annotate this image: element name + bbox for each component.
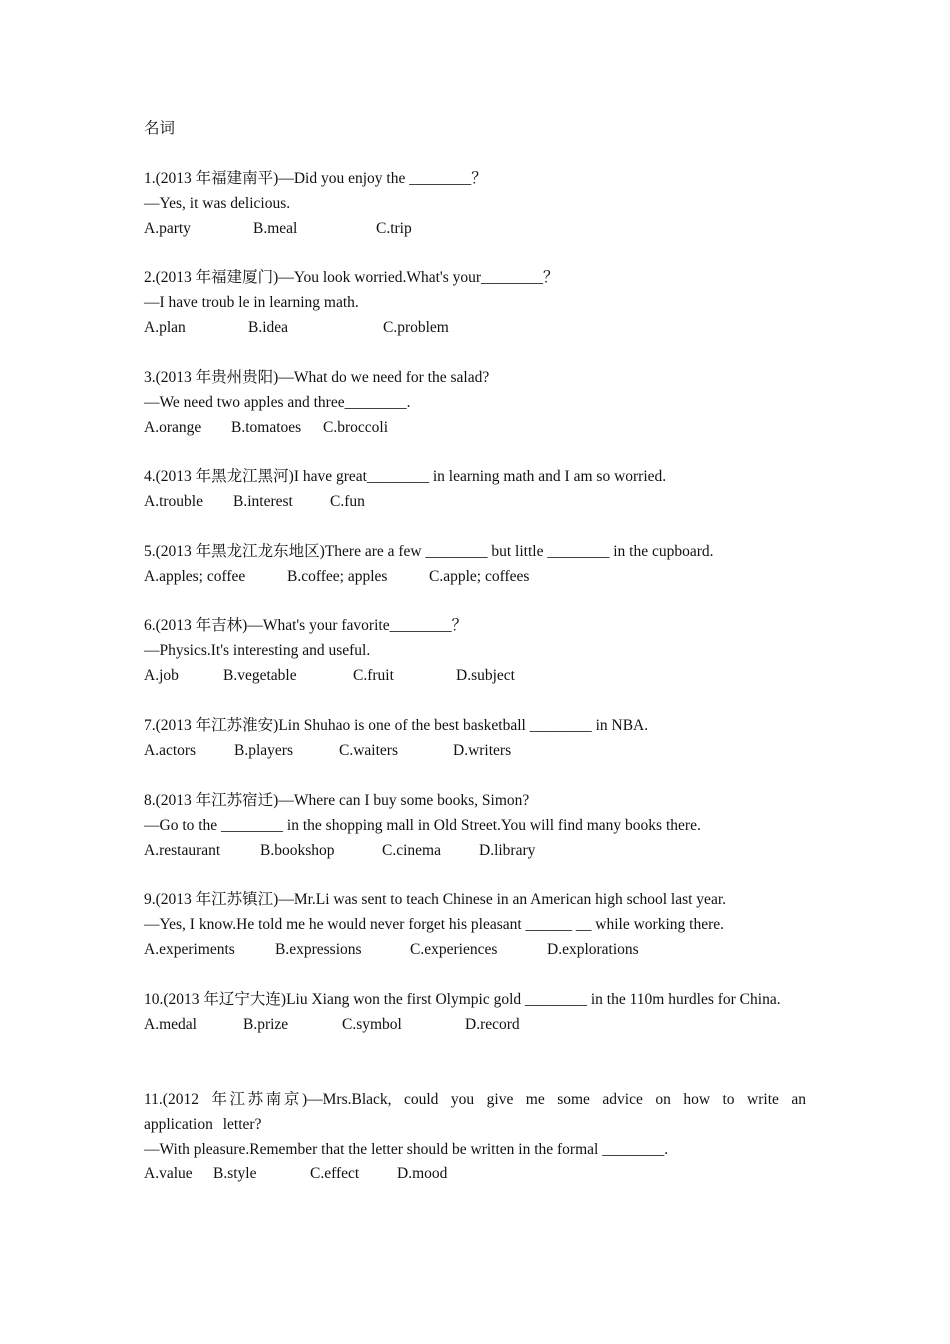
option-b: B.coffee; apples <box>287 567 388 585</box>
option-a: A.experiments <box>144 940 235 958</box>
option-b: B.vegetable <box>223 666 297 684</box>
option-a: A.actors <box>144 741 197 759</box>
option-b: B.expressions <box>275 940 362 958</box>
options-row <box>144 1162 806 1187</box>
question-7 <box>144 714 806 764</box>
option-b: B.tomatoes <box>231 418 302 436</box>
options-row <box>144 416 806 441</box>
option-d: D.record <box>465 1015 520 1033</box>
options-row <box>144 316 806 341</box>
option-b: B.style <box>213 1165 257 1183</box>
option-a: A.value <box>144 1165 193 1183</box>
option-c: C.experiences <box>410 940 498 958</box>
option-c: C.effect <box>310 1165 360 1183</box>
question-stem: 7.(2013 年江苏淮安)Lin Shuhao is one of the best basketball ________ in NBA. <box>144 717 649 734</box>
option-a: A.apples; coffee <box>144 567 246 585</box>
option-a: A.orange <box>144 418 202 436</box>
question-line: —Yes, I know.He told me he would never forget his pleasant ______ __ while working there. <box>144 915 725 933</box>
question-stem: 6.(2013 年吉林)—What's your favorite________？ <box>144 617 468 634</box>
question-stem: 9.(2013 年江苏镇江)—Mr.Li was sent to teach Chinese in an American high school last year. <box>144 891 726 908</box>
options-row <box>144 217 806 242</box>
question-stem: 1.(2013 年福建南平)—Did you enjoy the ________？ <box>144 170 487 187</box>
option-b: B.bookshop <box>260 841 335 859</box>
options-row <box>144 664 806 689</box>
option-b: B.meal <box>253 219 298 237</box>
option-a: A.plan <box>144 318 186 336</box>
page-title: 名词 <box>144 120 176 137</box>
question-stem: 4.(2013 年黑龙江黑河)I have great________ in learning math and I am so worried. <box>144 468 667 485</box>
question-4 <box>144 465 806 515</box>
option-b: B.idea <box>248 318 289 336</box>
option-c: C.trip <box>376 219 412 237</box>
question-stem: 3.(2013 年贵州贵阳)—What do we need for the salad? <box>144 369 490 386</box>
question-line: —Physics.It's interesting and useful. <box>144 641 371 659</box>
option-b: B.players <box>234 741 293 759</box>
question-11 <box>144 1088 806 1187</box>
question-3 <box>144 366 806 440</box>
option-c: C.broccoli <box>323 418 388 436</box>
option-a: A.party <box>144 219 191 237</box>
option-d: D.library <box>479 841 536 859</box>
options-row <box>144 739 806 764</box>
option-c: C.cinema <box>382 841 441 859</box>
question-line: —We need two apples and three________. <box>144 393 411 411</box>
question-stem: 8.(2013 年江苏宿迁)—Where can I buy some books, Simon? <box>144 792 530 809</box>
options-row <box>144 565 806 590</box>
option-a: A.restaurant <box>144 841 221 859</box>
option-c: C.fruit <box>353 666 394 684</box>
option-d: D.mood <box>397 1165 448 1183</box>
question-9 <box>144 888 806 962</box>
question-line: —Yes, it was delicious. <box>144 194 291 212</box>
option-b: B.prize <box>243 1015 289 1033</box>
option-c: C.problem <box>383 318 449 336</box>
options-row <box>144 839 806 864</box>
question-5 <box>144 540 806 590</box>
question-stem: 11.(2012 年江苏南京)—Mrs.Black, could you give me some advice on how to write an application letter? <box>144 1091 806 1133</box>
question-line: —I have troub le in learning math. <box>144 293 359 311</box>
question-2 <box>144 266 806 340</box>
question-stem: 2.(2013 年福建厦门)—You look worried.What's your________？ <box>144 269 559 286</box>
option-a: A.trouble <box>144 492 203 510</box>
option-b: B.interest <box>233 492 293 510</box>
option-d: D.subject <box>456 666 515 684</box>
options-row <box>144 1013 806 1038</box>
question-line: —Go to the ________ in the shopping mall in Old Street.You will find many books there. <box>144 816 701 834</box>
option-a: A.medal <box>144 1015 197 1033</box>
option-d: D.writers <box>453 741 512 759</box>
option-d: D.explorations <box>547 940 639 958</box>
option-c: C.apple; coffees <box>429 567 530 585</box>
question-stem: 5.(2013 年黑龙江龙东地区)There are a few ________ but little ________ in the cupboard. <box>144 543 714 560</box>
options-row <box>144 938 806 963</box>
question-10 <box>144 988 806 1038</box>
question-8 <box>144 789 806 863</box>
question-stem: 10.(2013 年辽宁大连)Liu Xiang won the first Olympic gold ________ in the 110m hurdles for China. <box>144 991 781 1008</box>
question-6 <box>144 614 806 688</box>
question-line: —With pleasure.Remember that the letter should be written in the formal ________. <box>144 1140 669 1158</box>
option-c: C.waiters <box>339 741 398 759</box>
option-a: A.job <box>144 666 179 684</box>
option-c: C.fun <box>330 492 365 510</box>
question-1 <box>144 167 806 241</box>
options-row <box>144 490 806 515</box>
option-c: C.symbol <box>342 1015 402 1033</box>
